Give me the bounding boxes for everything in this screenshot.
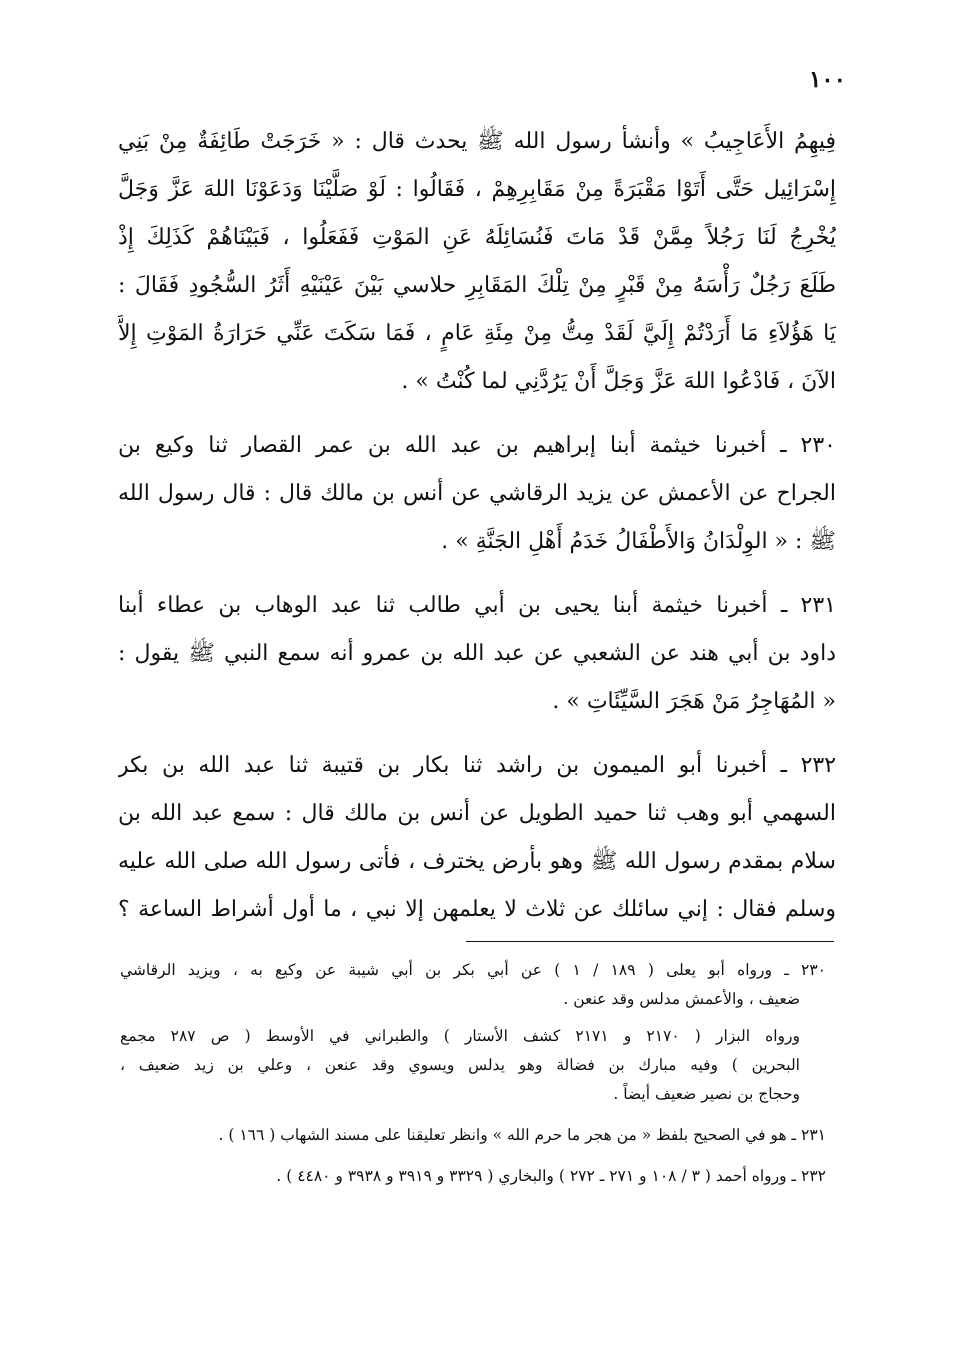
- footnote-231-line: ٢٣١ ـ هو في الصحيح بلفظ « من هجر ما حرم الله » وانظر تعليقنا على مسند الشهاب ( ١٦٦ ) .: [218, 1126, 826, 1144]
- text-line: فِيهِمُ الأَعَاجِيبُ » وأنشأ رسول الله ﷺ يحدث قال : « خَرَجَتْ طَائِفَةٌ مِنْ بَنِي: [118, 129, 836, 154]
- hadith-231-line: داود بن أبي هند عن الشعبي عن عبد الله بن عمرو أنه سمع النبي ﷺ يقول :: [118, 641, 836, 666]
- hadith-230-line: الجراح عن الأعمش عن يزيد الرقاشي عن أنس بن مالك قال : قال رسول الله: [118, 481, 836, 506]
- footnote-232-line: ٢٣٢ ـ ورواه أحمد ( ٣ / ١٠٨ و ٢٧١ ـ ٢٧٢ ) والبخاري ( ٣٣٢٩ و ٣٩١٩ و ٣٩٣٨ و ٤٤٨٠ ) .: [276, 1167, 826, 1185]
- footnote-230-line: وحجاج بن نصير ضعيف أيضاً .: [613, 1085, 800, 1103]
- text-line: طَلَعَ رَجُلٌ رَأْسَهُ مِنْ قَبْرٍ مِنْ تِلْكَ المَقَابِرِ حلاسي بَيْنَ عَيْنَيْهِ أَثَرُ السُّجُودِ فَقَالَ :: [118, 273, 836, 298]
- main-text: [118, 118, 836, 934]
- hadith-232-line: وسلم فقال : إني سائلك عن ثلاث لا يعلمهن إلا نبي ، ما أول أشراط الساعة ؟: [118, 897, 836, 922]
- page-number: ١٠٠: [808, 66, 846, 93]
- hadith-232-line: ٢٣٢ ـ أخبرنا أبو الميمون بن راشد ثنا بكار بن قتيبة ثنا عبد الله بن بكر: [118, 753, 836, 778]
- footnote-230-line: ورواه البزار ( ٢١٧٠ و ٢١٧١ كشف الأستار ) والطبراني في الأوسط ( ص ٢٨٧ مجمع: [120, 1027, 801, 1045]
- hadith-232-line: سلام بمقدم رسول الله ﷺ وهو بأرض يخترف ، فأتى رسول الله صلى الله عليه: [118, 849, 836, 874]
- footnote-230-line: ضعيف ، والأعمش مدلس وقد عنعن .: [563, 990, 800, 1008]
- hadith-232-line: السهمي أبو وهب ثنا حميد الطويل عن أنس بن مالك قال : سمع عبد الله بن: [118, 801, 836, 826]
- hadith-230-line: ٢٣٠ ـ أخبرنا خيثمة أبنا إبراهيم بن عبد الله بن عمر القصار ثنا وكيع بن: [118, 433, 836, 458]
- text-line: يَا هَؤُلاَءِ مَا أَرَدْتُمْ إِلَيَّ لَقَدْ مِتُّ مِنْ مِئَةِ عَامٍ ، فَمَا سَكَتَ عَنِّي حَرَارَةُ المَوْتِ إِلاَّ: [118, 321, 836, 346]
- footnote-230-line: البحرين ) وفيه مبارك بن فضالة وهو يدلس ويسوي وقد عنعن ، وعلي بن زيد ضعيف ،: [120, 1056, 800, 1074]
- footnote-divider: [466, 941, 834, 942]
- text-line: الآنَ ، فَادْعُوا اللهَ عَزَّ وَجَلَّ أَنْ يَرُدَّنِي لما كُنْتُ » .: [401, 369, 836, 394]
- text-line: إِسْرَائِيل حَتَّى أَتَوْا مَقْبَرَةً مِنْ مَقَابِرِهِمْ ، فَقَالُوا : لَوْ صَلَّيْنَا وَدَعَوْنَا اللهَ عَزَّ وَجَلَّ: [118, 177, 836, 202]
- footnotes: [120, 956, 826, 1191]
- hadith-230-line: ﷺ : « الوِلْدَانُ وَالأَطْفَالُ خَدَمُ أَهْلِ الجَنَّةِ » .: [441, 529, 836, 554]
- hadith-231-line: « المُهَاجِرُ مَنْ هَجَرَ السَّيِّئَاتِ » .: [552, 689, 836, 714]
- text-line: يُخْرِجُ لَنَا رَجُلاً مِمَّنْ قَدْ مَاتَ فَنُسَائِلَهُ عَنِ المَوْتِ فَفَعَلُوا ، فَبَيْنَاهُمْ كَذَلِكَ إِذْ: [118, 225, 836, 250]
- footnote-230-line: ٢٣٠ ـ ورواه أبو يعلى ( ١٨٩ / ١ ) عن أبي بكر بن أبي شيبة عن وكيع به ، ويزيد الرقاشي: [120, 961, 826, 979]
- hadith-231-line: ٢٣١ ـ أخبرنا خيثمة أبنا يحيى بن أبي طالب ثنا عبد الوهاب بن عطاء أبنا: [118, 593, 836, 618]
